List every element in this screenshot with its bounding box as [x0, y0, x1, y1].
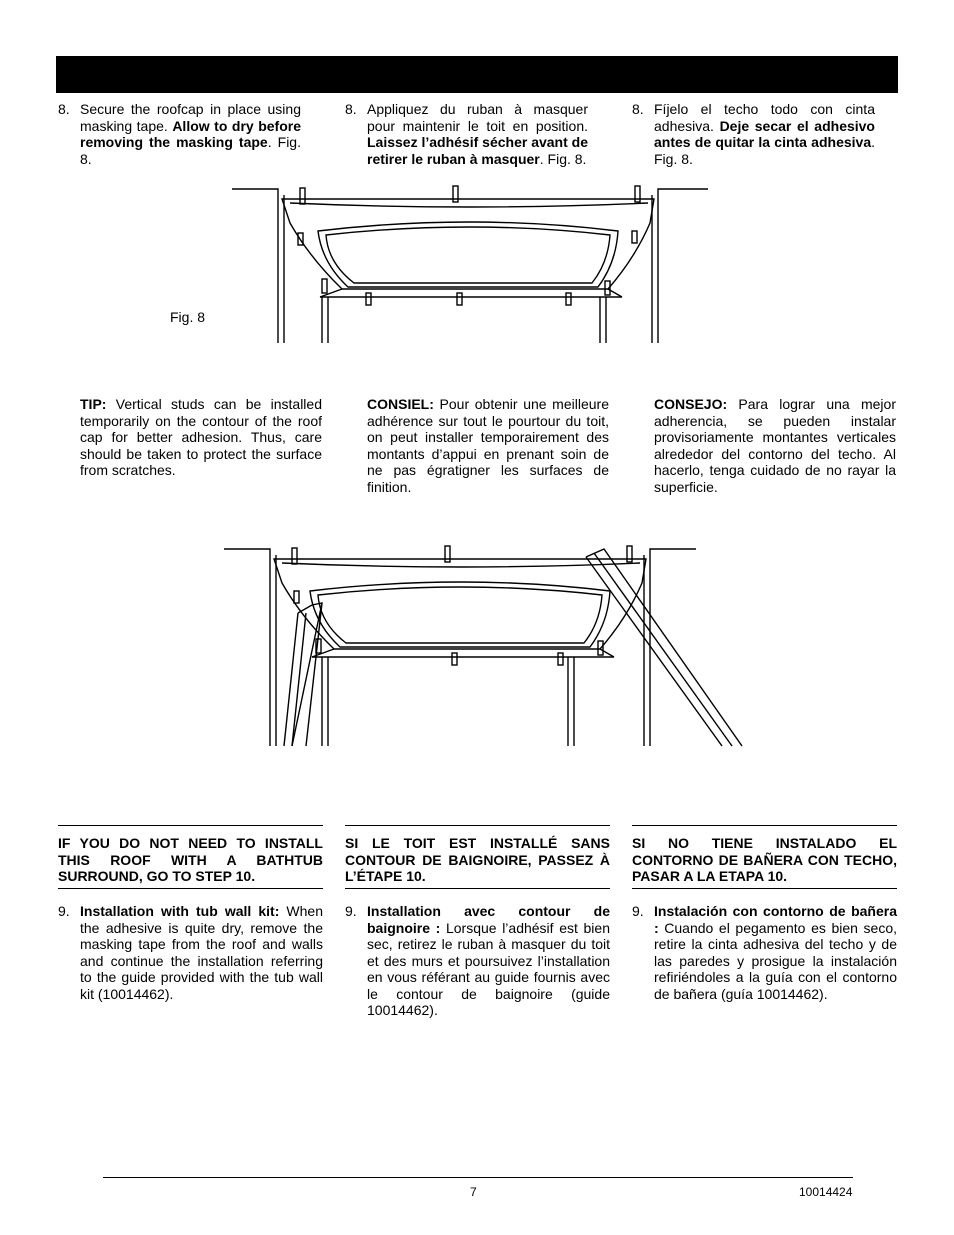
stud-support-illustration [222, 543, 744, 748]
header-bar [56, 56, 898, 93]
step-number: 8. [345, 101, 357, 117]
tip-french: CONSIEL: Pour obtenir une meilleure adhérence sur tout le pourtour du toit, on peut installer temporairement des montants d’appui en prenant soin de ne pas égratigner les surfaces de finition. [367, 396, 609, 495]
step9-french: 9. Installation avec contour de baignoire : Lorsque l’adhésif est bien sec, retirez le ruban à masquer du toit et des murs et poursuivez l’installation en vous référant au guide fournis avec le contour de baignoire (guide 10014462). [345, 903, 610, 1018]
notice-french: SI LE TOIT EST INSTALLÉ SANS CONTOUR DE BAIGNOIRE, PASSEZ À L’ÉTAPE 10. [345, 825, 610, 889]
step9-spanish: 9. Instalación con contorno de bañera : Cuando el pegamento es bien seco, retire la cinta adhesiva del techo y de las paredes y prosigue la instalación refiriéndoles a la guía con el contorno de bañera (guía 10014462). [632, 903, 897, 1002]
step9-english: 9. Installation with tub wall kit: When the adhesive is quite dry, remove the masking tape from the roof and walls and continue the installation referring to the guide provided with the tub wall kit (10014462). [58, 903, 323, 1002]
footer-rule [103, 1177, 853, 1178]
step8-spanish: 8. Fíjelo el techo todo con cinta adhesiva. Deje secar el adhesivo antes de quitar la cinta adhesiva. Fig. 8. [632, 101, 875, 167]
step-number: 9. [632, 903, 644, 919]
notice-english: IF YOU DO NOT NEED TO INSTALL THIS ROOF WITH A BATHTUB SURROUND, GO TO STEP 10. [58, 825, 323, 889]
step8-french: 8. Appliquez du ruban à masquer pour maintenir le toit en position. Laissez l’adhésif sécher avant de retirer le ruban à masquer. Fig. 8. [345, 101, 588, 167]
step-number: 9. [58, 903, 70, 919]
fig8-roofcap-illustration [230, 183, 710, 345]
fig8-label: Fig. 8 [170, 309, 206, 325]
step-number: 8. [58, 101, 70, 117]
tip-english: TIP: Vertical studs can be installed temporarily on the contour of the roof cap for better adhesion. Thus, care should be taken to protect the surface from scratches. [80, 396, 322, 478]
page-number: 7 [470, 1185, 477, 1199]
step8-english: 8. Secure the roofcap in place using masking tape. Allow to dry before removing the masking tape. Fig. 8. [58, 101, 301, 167]
document-number: 10014424 [799, 1185, 853, 1199]
notice-spanish: SI NO TIENE INSTALADO EL CONTORNO DE BAÑERA CON TECHO, PASAR A LA ETAPA 10. [632, 825, 897, 889]
tip-spanish: CONSEJO: Para lograr una mejor adherencia, se pueden instalar provisoriamente montantes verticales alrededor del contorno del techo. Al hacerlo, tenga cuidado de no rayar la superficie. [654, 396, 896, 495]
step-number: 8. [632, 101, 644, 117]
step-number: 9. [345, 903, 357, 919]
